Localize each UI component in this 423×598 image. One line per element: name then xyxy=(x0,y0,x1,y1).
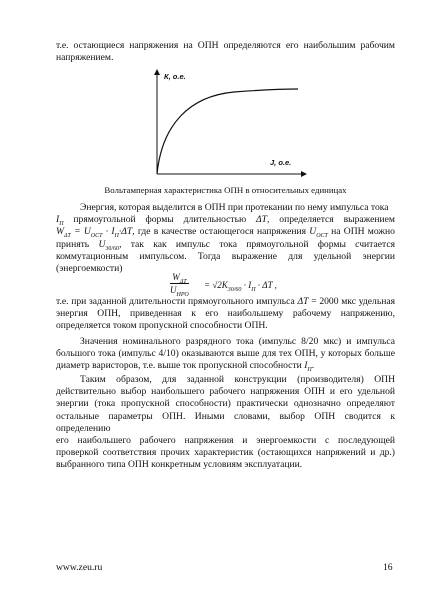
energy-line: (энергоемкости) xyxy=(56,263,123,275)
energy-line: $I_П$ прямоугольной формы длительностью ΔT, определяется выражением xyxy=(56,214,395,228)
energy-line: Энергия, которая выделится в ОПН при протекании по нему импульса тока xyxy=(80,202,389,213)
energy-paragraph xyxy=(56,202,395,275)
conclusion-line: остальные параметры ОПН. Иными словами, выбор ОПН сводится к определению xyxy=(56,410,395,434)
intro-line: т.е. остающиеся напряжения на ОПН определяются его наибольшим рабочим xyxy=(56,40,395,51)
conclusion-line: выбранного типа ОПН конкретным условиям эксплуатации. xyxy=(56,459,303,471)
conclusion-paragraph xyxy=(56,374,395,472)
conclusion-line: Таким образом, для заданной конструкции (производителя) ОПН xyxy=(80,374,395,385)
page-number: 16 xyxy=(383,562,393,573)
conclusion-line: действительно выбор наибольшего рабочего напряжения ОПН и его удельной xyxy=(56,386,395,398)
discharge-current-paragraph xyxy=(56,336,395,373)
y-axis-label: К, о.е. xyxy=(164,72,186,81)
footer-site-link[interactable]: www.zeu.ru xyxy=(56,562,103,573)
energy-line: коммутационным импульсом. Тогда выражение для удельной энергии xyxy=(56,250,395,262)
discharge-line: большого тока (импульс 4/10) оказываются выше для тех ОПН, у которых больше xyxy=(56,348,395,360)
x-axis-label: J, о.е. xyxy=(270,158,292,167)
formula-fraction: $W_{\Delta T}$ $U_{НРО}$ xyxy=(170,272,189,298)
formula-rhs: = $√2K_{30/60} \cdot I_П \cdot \Delta T$ , xyxy=(204,280,277,293)
conclusion-line: проверкой соответствия прочих характеристик (остающихся напряжений и др.) xyxy=(56,447,395,459)
conclusion-line: его наибольшего рабочего напряжения и энергоемкости с последующей xyxy=(56,435,395,447)
energy-line: $W_{\Delta T} = U_{ОСТ} \cdot I_П\cdot\Delta T$, где в качестве остающегося напряжения $U_{ОСТ}$ на ОПН можно xyxy=(56,226,395,240)
specific-energy-line: т.е. при заданной длительности прямоугольного импульса ΔT = 2000 мкс удельная xyxy=(56,296,395,307)
discharge-line: Значения номинального разрядного тока (импульс 8/20 мкс) и импульса xyxy=(80,336,395,347)
intro-line: напряжением. xyxy=(56,52,114,64)
specific-energy-line: энергия ОПН, приведенная к его наибольшему рабочему напряжению, xyxy=(56,308,395,320)
discharge-line: диаметр варисторов, т.е. выше ток пропускной способности $I_П$. xyxy=(56,360,315,374)
specific-energy-line: определяется током пропускной способности ОПН. xyxy=(56,320,268,332)
figure-caption: Вольтамперная характеристика ОПН в относительных единицах xyxy=(104,185,347,195)
specific-energy-paragraph xyxy=(56,296,395,333)
energy-line: принять $U_{30/60}$, так как импульс тока прямоугольной формы считается xyxy=(56,238,395,252)
conclusion-line: энергии (тока пропускной способности) практически однозначно определяют xyxy=(56,398,395,410)
vi-characteristic-figure xyxy=(150,60,320,186)
